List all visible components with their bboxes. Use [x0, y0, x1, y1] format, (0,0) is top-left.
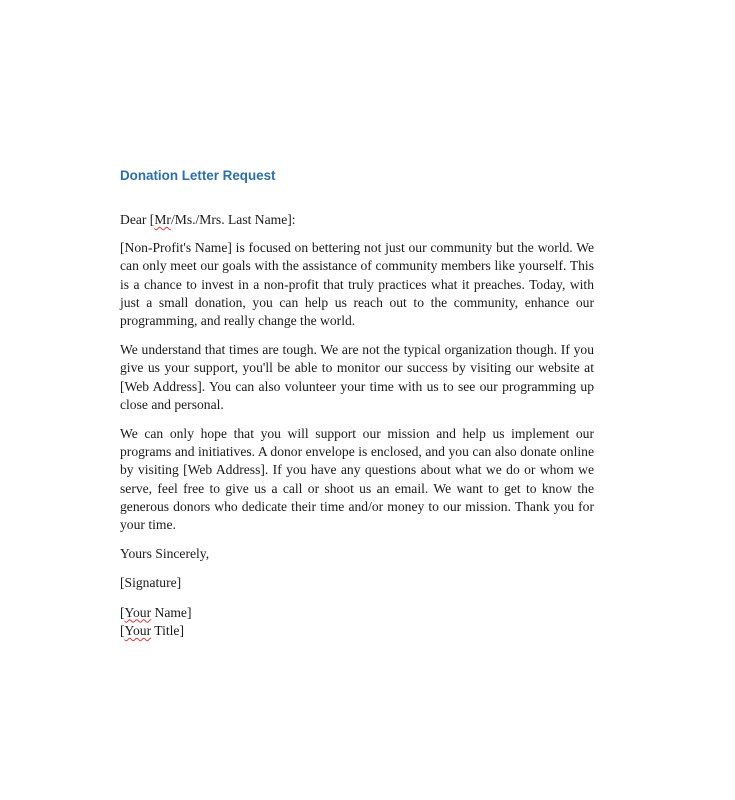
- title-line-flagged-word: Your: [124, 622, 152, 638]
- name-line: [120, 604, 594, 622]
- name-line-prefix: [: [120, 604, 125, 620]
- letter-title: Donation Letter Request: [120, 168, 276, 183]
- title-line: [120, 622, 594, 640]
- closing: Yours Sincerely,: [120, 546, 210, 562]
- paragraph-mission: We can only hope that you will support our mission and help us implement our programs and initiatives. A donor envelope is enclosed, and you can also donate online by visiting [Web Address]. If you have any questions about what we do or whom we serve, feel free to give us a call or shoot us an email. We want to get to know the generous donors who dedicate their time and/or money to our mission. Thank you for your time.: [120, 426, 594, 533]
- name-line-rest: Name]: [151, 604, 192, 620]
- paragraph-support: We understand that times are tough. We are not the typical organization though. If you give us your support, you'll be able to monitor our success by visiting our website at [Web Address]. You can also volunteer your time with us to see our programming up close and personal.: [120, 342, 594, 412]
- salutation-flagged-word: Mr: [154, 212, 171, 227]
- title-line-prefix: [: [120, 622, 125, 638]
- salutation-rest: /Ms./Mrs. Last Name]:: [170, 212, 296, 227]
- title-line-rest: Title]: [151, 622, 184, 638]
- signature-placeholder: [Signature]: [120, 575, 182, 591]
- letter-body: [120, 166, 594, 640]
- name-line-flagged-word: Your: [124, 604, 152, 620]
- salutation: [120, 211, 594, 229]
- paragraph-intro: [Non-Profit's Name] is focused on bettering not just our community but the world. We can only meet our goals with the assistance of community members like yourself. This is a chance to invest in a non-profit that truly practices what it preaches. Today, with just a small donation, you can help us reach out to the community, enhance our programming, and really change the world.: [120, 240, 594, 329]
- salutation-prefix: Dear [: [120, 212, 155, 227]
